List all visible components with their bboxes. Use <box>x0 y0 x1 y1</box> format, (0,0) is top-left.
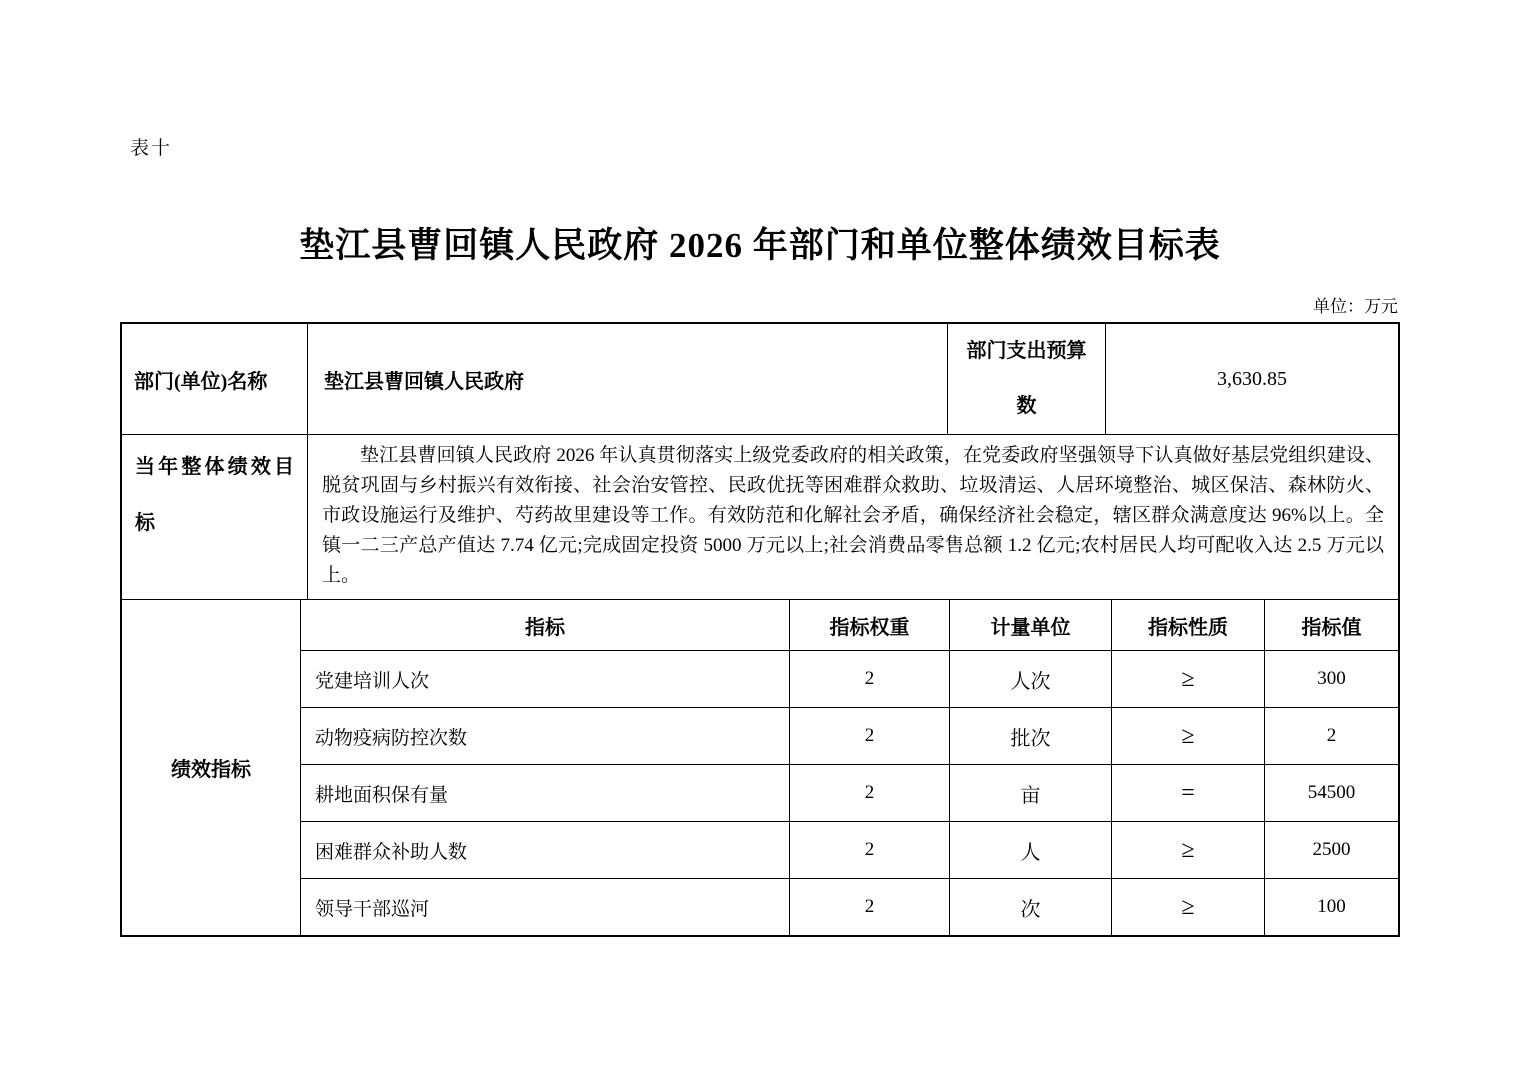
budget-label: 部门支出预算数 <box>947 324 1105 434</box>
unit-note: 单位：万元 <box>1313 297 1398 316</box>
header-unit: 计量单位 <box>949 600 1111 650</box>
table-row <box>300 707 1398 764</box>
budget-value: 3,630.85 <box>1105 324 1398 434</box>
indicators-section <box>122 599 1398 935</box>
goal-text: 垫江县曹回镇人民政府 2026 年认真贯彻落实上级党委政府的相关政策，在党委政府坚强领导下认真做好基层党组织建设、脱贫巩固与乡村振兴有效衔接、社会治安管控、民政优抚等困难群众救助、垃圾清运、人居环境整治、城区保洁、森林防火、市政设施运行及维护、芍药故里建设等工作。有效防范和化解社会矛盾，确保经济社会稳定，辖区群众满意度达 96%以上。全镇一二三产总产值达 7.74 亿元;完成固定投资 5000 万元以上;社会消费品零售总额 1.2 亿元;农村居民人均可配收入达 2.5 万元以上。 <box>322 445 1384 586</box>
indicators-header-row <box>300 600 1398 650</box>
indicator-value: 100 <box>1264 879 1398 935</box>
dept-row <box>122 324 1398 434</box>
indicator-unit: 批次 <box>949 708 1111 764</box>
indicator-name: 领导干部巡河 <box>300 879 789 935</box>
indicator-weight: 2 <box>789 822 949 878</box>
page-title: 垫江县曹回镇人民政府 2026 年部门和单位整体绩效目标表 <box>299 226 1221 265</box>
indicator-value: 54500 <box>1264 765 1398 821</box>
goal-label: 当年整体绩效目标 <box>135 456 294 534</box>
goal-row <box>122 434 1398 599</box>
table-number-label: 表十 <box>130 138 173 159</box>
table-row <box>300 821 1398 878</box>
goal-text-cell <box>307 435 1398 599</box>
table-row <box>300 878 1398 935</box>
indicator-name: 困难群众补助人数 <box>300 822 789 878</box>
indicator-nature: ≥ <box>1111 822 1264 878</box>
indicators-section-label: 绩效指标 <box>171 759 251 781</box>
indicator-value: 300 <box>1264 651 1398 707</box>
table-row <box>300 650 1398 707</box>
indicator-name: 耕地面积保有量 <box>300 765 789 821</box>
indicator-unit: 亩 <box>949 765 1111 821</box>
indicator-unit: 次 <box>949 879 1111 935</box>
dept-name-value: 垫江县曹回镇人民政府 <box>307 324 947 434</box>
header-weight: 指标权重 <box>789 600 949 650</box>
indicator-weight: 2 <box>789 708 949 764</box>
header-value: 指标值 <box>1264 600 1398 650</box>
performance-target-table <box>120 322 1400 937</box>
indicator-weight: 2 <box>789 879 949 935</box>
indicator-weight: 2 <box>789 651 949 707</box>
indicator-name: 动物疫病防控次数 <box>300 708 789 764</box>
indicator-weight: 2 <box>789 765 949 821</box>
indicator-nature: ≥ <box>1111 651 1264 707</box>
table-row <box>300 764 1398 821</box>
header-nature: 指标性质 <box>1111 600 1264 650</box>
indicator-unit: 人次 <box>949 651 1111 707</box>
indicator-nature: ≥ <box>1111 879 1264 935</box>
indicator-value: 2500 <box>1264 822 1398 878</box>
dept-name-label: 部门(单位)名称 <box>134 370 268 393</box>
indicators-grid <box>300 600 1398 935</box>
indicator-name: 党建培训人次 <box>300 651 789 707</box>
header-indicator: 指标 <box>300 600 789 650</box>
indicator-nature: ≥ <box>1111 708 1264 764</box>
indicator-value: 2 <box>1264 708 1398 764</box>
indicator-nature: = <box>1111 765 1264 821</box>
indicator-unit: 人 <box>949 822 1111 878</box>
